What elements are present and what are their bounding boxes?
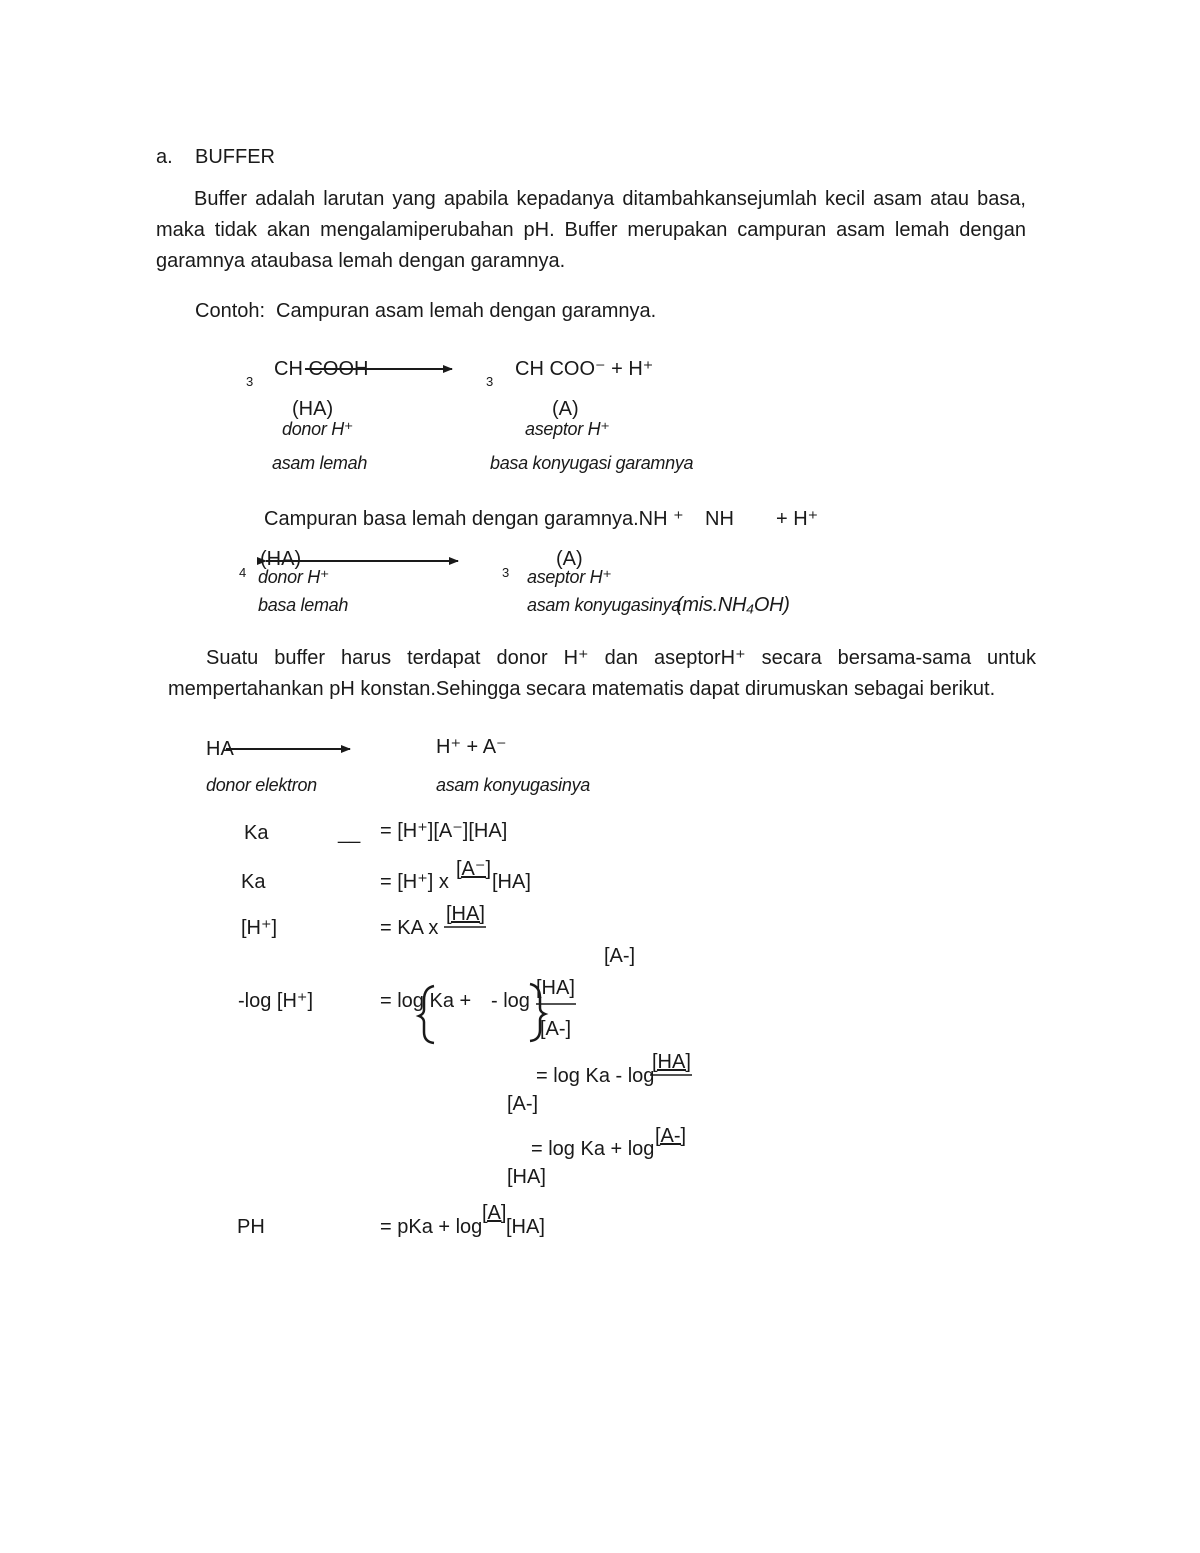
- reaction2-right-note: (mis.NH₄OH): [676, 594, 790, 616]
- ha-products: H⁺ + A⁻: [436, 736, 507, 758]
- ka1-blank: __: [338, 822, 361, 844]
- reaction2-left-role: donor H⁺: [258, 567, 330, 587]
- reaction1-left-label: (HA): [292, 398, 334, 420]
- log-equation: = log Ka +: [380, 990, 472, 1012]
- log-label: -log [H⁺]: [238, 990, 314, 1012]
- reaction1-right: CH COO⁻ + H⁺: [515, 358, 654, 380]
- reaction2-right: + H⁺: [776, 508, 819, 530]
- example-label: Contoh:: [195, 300, 266, 322]
- example-text: Campuran asam lemah dengan garamnya.: [276, 300, 657, 322]
- reaction1-left: CH COOH: [274, 358, 369, 380]
- reaction2-right-role: aseptor H⁺: [527, 567, 612, 587]
- reaction1-right-name: basa konyugasi garamnya: [490, 453, 694, 473]
- ka1-label: Ka: [244, 822, 269, 844]
- step1-numerator: [HA]: [652, 1051, 691, 1073]
- log-denominator: [A-]: [540, 1018, 572, 1040]
- section-title: BUFFER: [195, 146, 275, 168]
- reaction1-left-subscript: 3: [246, 374, 254, 389]
- reaction2-right-subscript: 3: [502, 565, 510, 580]
- step2-numerator: [A-]: [655, 1125, 687, 1147]
- reaction2-left-label: (HA): [260, 548, 302, 570]
- h-label: [H⁺]: [241, 917, 278, 939]
- step1-equation: = log Ka - log: [536, 1065, 655, 1087]
- ka2-label: Ka: [241, 871, 266, 893]
- log-numerator: [HA]: [536, 977, 575, 999]
- ph-equation: = pKa + log: [380, 1216, 483, 1238]
- ka2-equation: = [H⁺] x: [380, 871, 449, 893]
- conjugate-label: asam konyugasinya: [436, 775, 590, 795]
- step2-equation: = log Ka + log: [531, 1138, 655, 1160]
- ph-denominator: [HA]: [506, 1216, 545, 1238]
- reaction1-right-role: aseptor H⁺: [525, 419, 610, 439]
- reaction2-right-label: (A): [556, 548, 583, 570]
- ha-reactant: HA: [206, 738, 234, 760]
- step1-denominator: [A-]: [507, 1093, 539, 1115]
- section-marker: a.: [156, 146, 173, 168]
- reaction1-right-subscript: 3: [486, 374, 494, 389]
- h-denominator: [A-]: [604, 945, 636, 967]
- reaction2-title: Campuran basa lemah dengan garamnya.NH ⁺: [264, 508, 684, 530]
- reaction1-left-name: asam lemah: [272, 453, 368, 473]
- reaction1-right-label: (A): [552, 398, 579, 420]
- ka1-equation: = [H⁺][A⁻][HA]: [380, 820, 508, 842]
- log-minus: - log: [491, 990, 530, 1012]
- reaction2-right-name: asam konyugasinya: [527, 595, 681, 615]
- reaction2-mid: NH: [705, 508, 734, 530]
- h-numerator: [HA]: [446, 903, 485, 925]
- reaction2-left-name: basa lemah: [258, 595, 349, 615]
- ph-label: PH: [237, 1216, 265, 1238]
- definition-paragraph: Buffer adalah larutan yang apabila kepadanya ditambahkansejumlah kecil asam atau basa, maka tidak akan mengalamiperubahan pH. Buffer merupakan campuran asam lemah dengan garamnya ataubasa lemah dengan garamnya.: [156, 188, 1026, 272]
- ka2-numerator: [A⁻]: [456, 858, 492, 880]
- ka2-denominator: [HA]: [492, 871, 531, 893]
- h-equation: = KA x: [380, 917, 439, 939]
- reaction1-left-role: donor H⁺: [282, 419, 354, 439]
- buffer-condition-paragraph: Suatu buffer harus terdapat donor H⁺ dan aseptorH⁺ secara bersama-sama untuk mempertahankan pH konstan.Sehingga secara matematis dapat dirumuskan sebagai berikut.: [168, 647, 1036, 700]
- donor-label: donor elektron: [206, 775, 317, 795]
- ph-numerator: [A]: [482, 1202, 507, 1224]
- reaction2-left-subscript: 4: [239, 565, 247, 580]
- step2-denominator: [HA]: [507, 1166, 546, 1188]
